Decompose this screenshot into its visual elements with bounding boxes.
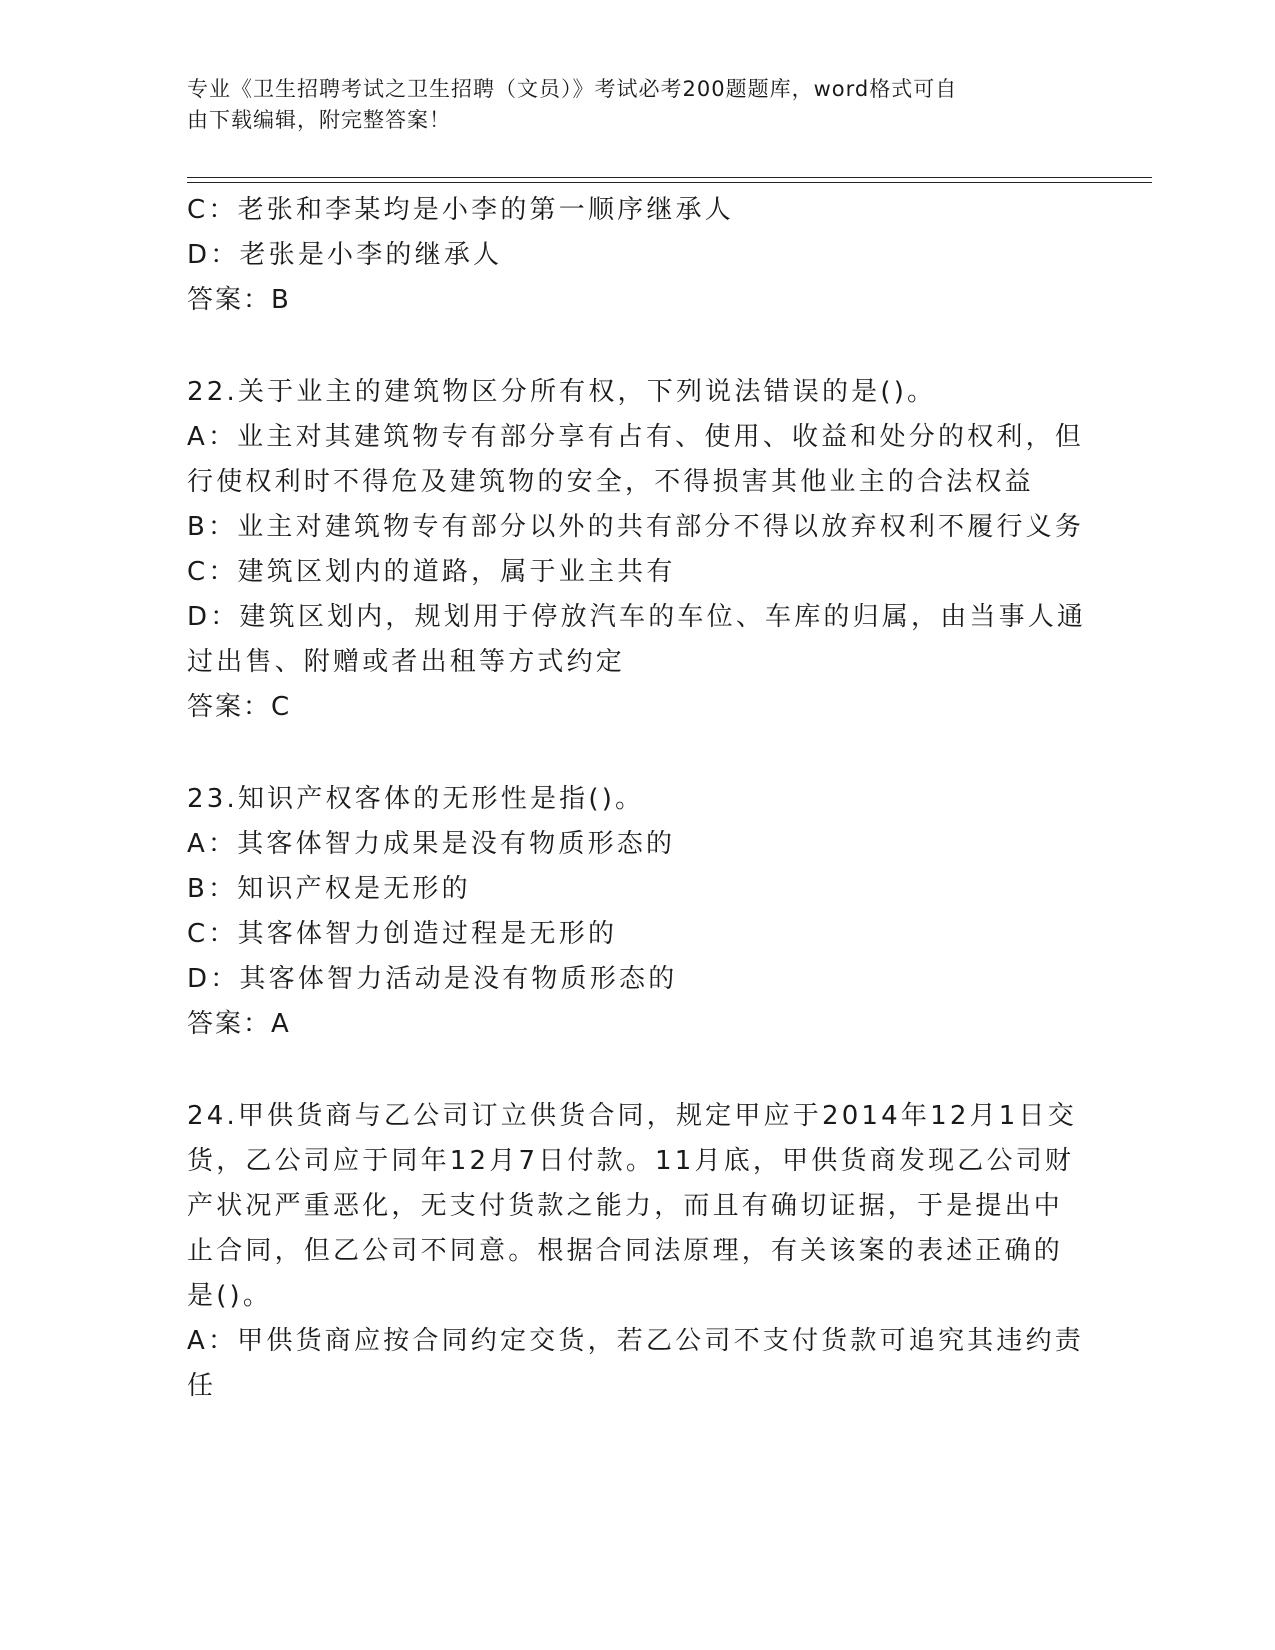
q24-stem-line-4: 止合同，但乙公司不同意。根据合同法原理，有关该案的表述正确的: [187, 1236, 1064, 1266]
q22-option-d-line-1: D：建筑区划内，规划用于停放汽车的车位、车库的归属，由当事人通: [187, 602, 1087, 632]
prev-option-c: C：老张和李某均是小李的第一顺序继承人: [187, 195, 734, 225]
q23-option-c: C：其客体智力创造过程是无形的: [187, 919, 618, 949]
q22-stem: 22.关于业主的建筑物区分所有权，下列说法错误的是()。: [187, 377, 937, 407]
spacer: [187, 323, 1087, 370]
prev-answer: 答案：B: [187, 285, 291, 315]
q24-stem-line-1: 24.甲供货商与乙公司订立供货合同，规定甲应于2014年12月1日交: [187, 1101, 1077, 1131]
q23-option-a: A：其客体智力成果是没有物质形态的: [187, 829, 676, 859]
header-line-1: 专业《卫生招聘考试之卫生招聘（文员）》考试必考200题题库，word格式可自: [187, 77, 958, 101]
q23-option-d: D：其客体智力活动是没有物质形态的: [187, 964, 678, 994]
q24-option-a-line-2: 任: [187, 1371, 217, 1401]
q24-option-a-line-1: A：甲供货商应按合同约定交货，若乙公司不支付货款可追究其违约责: [187, 1326, 1084, 1356]
q22-option-c: C：建筑区划内的道路，属于业主共有: [187, 557, 676, 587]
q22-option-d-line-2: 过出售、附赠或者出租等方式约定: [187, 647, 626, 677]
q22-option-a-line-2: 行使权利时不得危及建筑物的安全，不得损害其他业主的合法权益: [187, 467, 1034, 497]
q23-option-b: B：知识产权是无形的: [187, 874, 471, 904]
page-header: [187, 74, 1067, 136]
header-rule-bottom: [187, 182, 1152, 183]
header-rule-top: [187, 177, 1152, 178]
q22-option-a-line-1: A：业主对其建筑物专有部分享有占有、使用、收益和处分的权利，但: [187, 422, 1084, 452]
spacer: [187, 1047, 1087, 1094]
spacer: [187, 730, 1087, 777]
q23-answer: 答案：A: [187, 1009, 291, 1039]
question-content: [187, 188, 1087, 1409]
q24-stem-line-5: 是()。: [187, 1281, 273, 1311]
q22-option-b: B：业主对建筑物专有部分以外的共有部分不得以放弃权利不履行义务: [187, 512, 1085, 542]
prev-option-d: D：老张是小李的继承人: [187, 240, 503, 270]
header-line-2: 由下载编辑，附完整答案！: [187, 108, 451, 132]
q24-stem-line-3: 产状况严重恶化，无支付货款之能力，而且有确切证据，于是提出中: [187, 1191, 1064, 1221]
q22-answer: 答案：C: [187, 692, 292, 722]
q24-stem-line-2: 货，乙公司应于同年12月7日付款。11月底，甲供货商发现乙公司财: [187, 1146, 1075, 1176]
q23-stem: 23.知识产权客体的无形性是指()。: [187, 784, 645, 814]
